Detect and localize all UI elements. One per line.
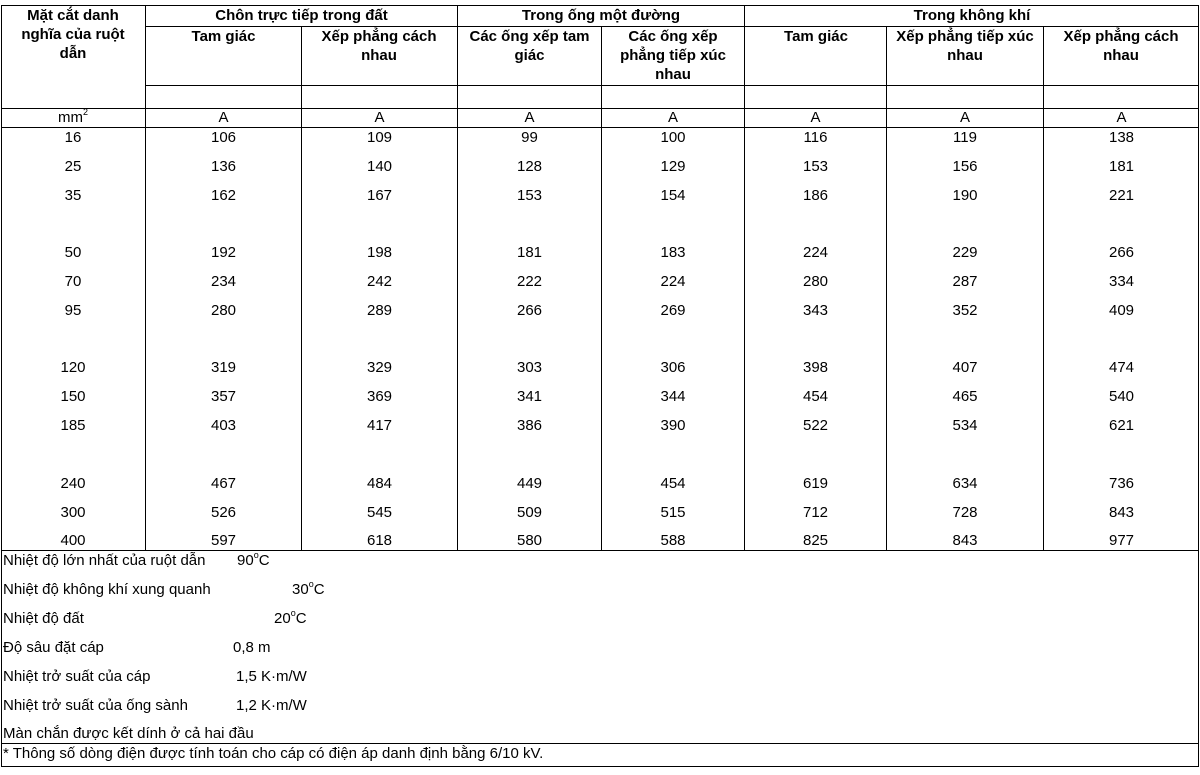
header-group-air: Trong không khí xyxy=(913,7,1031,24)
unit-col-7: A xyxy=(1116,109,1127,126)
current-cell: 234 xyxy=(210,273,237,290)
current-cell: 162 xyxy=(210,187,237,204)
current-cell: 153 xyxy=(802,158,829,175)
subheader-buried-flat-spaced: Xếp phẳng cách nhau xyxy=(321,28,437,64)
current-cell: 224 xyxy=(802,244,829,261)
note-ground-temp xyxy=(3,608,307,629)
current-cell: 224 xyxy=(660,273,686,290)
current-cell: 289 xyxy=(366,302,393,319)
unit-col-2: A xyxy=(374,109,385,126)
subheader-duct-trefoil: Các ống xếp tam giác xyxy=(469,28,590,64)
note-air-temp xyxy=(3,579,325,600)
unit-col-1: A xyxy=(218,109,229,126)
cross-section-cell: 150 xyxy=(60,388,86,405)
note-value: 30$^o$C xyxy=(292,579,325,598)
unit-col-4: A xyxy=(667,109,678,126)
current-cell: 183 xyxy=(660,244,686,261)
current-cell: 109 xyxy=(366,129,393,146)
current-cell: 352 xyxy=(952,302,978,319)
current-cell: 128 xyxy=(516,158,543,175)
cross-section-cell: 16 xyxy=(64,129,82,146)
note-value: 20$^o$C xyxy=(274,608,307,627)
current-cell: 266 xyxy=(1108,244,1135,261)
current-cell: 153 xyxy=(516,187,543,204)
note-label: Nhiệt độ lớn nhất của ruột dẫn xyxy=(3,552,206,569)
current-cell: 465 xyxy=(952,388,978,405)
current-cell: 407 xyxy=(952,359,978,376)
current-cell: 303 xyxy=(516,359,543,376)
current-cell: 619 xyxy=(802,475,829,492)
current-cell: 221 xyxy=(1108,187,1135,204)
current-cell: 545 xyxy=(366,504,393,521)
unit-mm2-exp: 2 xyxy=(82,107,88,117)
current-cell: 534 xyxy=(952,417,978,434)
current-cell: 343 xyxy=(802,302,829,319)
current-cell: 198 xyxy=(366,244,393,261)
current-cell: 190 xyxy=(952,187,978,204)
current-cell: 341 xyxy=(516,388,543,405)
current-cell: 403 xyxy=(210,417,237,434)
current-cell: 269 xyxy=(660,302,686,319)
current-cell: 540 xyxy=(1108,388,1135,405)
note-label: Nhiệt độ đất xyxy=(3,610,84,627)
current-cell: 119 xyxy=(953,129,977,146)
note-label: Độ sâu đặt cáp xyxy=(3,639,104,656)
subheader-air-flat-touching: Xếp phẳng tiếp xúc nhau xyxy=(896,28,1034,64)
note-duct-resistivity xyxy=(3,696,307,716)
unit-mm2 xyxy=(1,108,145,127)
current-cell: 306 xyxy=(660,359,686,376)
current-cell: 287 xyxy=(952,273,978,290)
note-label: Nhiệt trở suất của cáp xyxy=(3,668,151,685)
note-value: 1,5 K·m/W xyxy=(236,668,307,685)
note-cable-resistivity xyxy=(3,667,307,687)
current-cell: 181 xyxy=(1108,158,1135,175)
cross-section-cell: 240 xyxy=(60,475,86,492)
current-cell: 449 xyxy=(516,475,543,492)
current-cell: 580 xyxy=(516,532,543,549)
current-cell: 156 xyxy=(952,158,978,175)
current-cell: 242 xyxy=(366,273,393,290)
cross-section-cell: 50 xyxy=(64,244,82,261)
current-cell: 100 xyxy=(660,129,686,146)
note-label: Nhiệt độ không khí xung quanh xyxy=(3,581,211,598)
current-cell: 369 xyxy=(366,388,393,405)
current-cell: 280 xyxy=(210,302,237,319)
current-cell: 192 xyxy=(210,244,237,261)
current-cell: 186 xyxy=(802,187,829,204)
footnote: * Thông số dòng điện được tính toán cho cáp có điện áp danh định bằng 6/10 kV. xyxy=(3,745,544,762)
unit-col-3: A xyxy=(524,109,535,126)
current-cell: 474 xyxy=(1108,359,1135,376)
current-cell: 621 xyxy=(1108,417,1135,434)
current-cell: 386 xyxy=(516,417,543,434)
current-cell: 106 xyxy=(210,129,237,146)
current-cell: 409 xyxy=(1108,302,1135,319)
current-cell: 526 xyxy=(210,504,237,521)
unit-col-5: A xyxy=(810,109,821,126)
current-cell: 181 xyxy=(516,244,543,261)
current-cell: 618 xyxy=(366,532,393,549)
current-cell: 736 xyxy=(1108,475,1135,492)
current-cell: 515 xyxy=(660,504,686,521)
note-label: Nhiệt trở suất của ống sành xyxy=(3,697,188,714)
current-cell: 417 xyxy=(366,417,393,434)
current-cell: 319 xyxy=(210,359,237,376)
current-cell: 825 xyxy=(802,532,829,549)
current-cell: 229 xyxy=(952,244,978,261)
current-cell: 344 xyxy=(660,388,686,405)
cross-section-cell: 185 xyxy=(60,417,86,434)
note-value: 90$^o$C xyxy=(237,550,270,569)
current-cell: 329 xyxy=(366,359,393,376)
cross-section-cell: 400 xyxy=(60,532,86,549)
current-cell: 266 xyxy=(516,302,543,319)
current-cell: 509 xyxy=(516,504,543,521)
current-cell: 357 xyxy=(210,388,237,405)
unit-col-6: A xyxy=(959,109,970,126)
current-cell: 454 xyxy=(660,475,686,492)
unit-mm2-base: mm xyxy=(57,109,83,126)
current-cell: 977 xyxy=(1108,532,1135,549)
note-conductor-temp xyxy=(3,550,270,571)
current-cell: 712 xyxy=(802,504,829,521)
current-cell: 136 xyxy=(210,158,237,175)
header-group-buried: Chôn trực tiếp trong đất xyxy=(215,7,388,24)
current-cell: 334 xyxy=(1108,273,1135,290)
note-value: 0,8 m xyxy=(233,639,271,656)
header-group-duct: Trong ống một đường xyxy=(521,7,681,24)
subheader-air-flat-spaced: Xếp phẳng cách nhau xyxy=(1063,28,1179,64)
current-cell: 99 xyxy=(521,129,538,146)
current-cell: 634 xyxy=(952,475,978,492)
current-cell: 138 xyxy=(1108,129,1135,146)
subheader-duct-flat-touching: Các ống xếp phẳng tiếp xúc nhau xyxy=(620,28,726,83)
current-cell: 454 xyxy=(802,388,829,405)
cross-section-cell: 35 xyxy=(64,187,82,204)
note-label: Màn chắn được kết dính ở cả hai đầu xyxy=(3,725,254,742)
current-cell: 129 xyxy=(660,158,686,175)
subheader-buried-trefoil: Tam giác xyxy=(191,28,256,45)
current-cell: 728 xyxy=(952,504,978,521)
current-cell: 140 xyxy=(366,158,393,175)
current-cell: 222 xyxy=(516,273,543,290)
current-cell: 467 xyxy=(210,475,237,492)
cross-section-cell: 70 xyxy=(64,273,82,290)
note-value: 1,2 K·m/W xyxy=(236,697,307,714)
current-cell: 522 xyxy=(802,417,829,434)
current-cell: 167 xyxy=(366,187,393,204)
current-cell: 154 xyxy=(660,187,686,204)
current-cell: 843 xyxy=(1108,504,1135,521)
subheader-air-trefoil: Tam giác xyxy=(784,28,848,45)
current-cell: 843 xyxy=(952,532,978,549)
note-depth xyxy=(3,638,271,658)
cross-section-cell: 25 xyxy=(64,158,82,175)
current-cell: 280 xyxy=(802,273,829,290)
current-cell: 398 xyxy=(802,359,829,376)
current-cell: 588 xyxy=(660,532,686,549)
cross-section-cell: 95 xyxy=(64,302,82,319)
current-cell: 390 xyxy=(660,417,686,434)
rule-subheader-bottom xyxy=(146,85,1199,86)
current-cell: 484 xyxy=(366,475,393,492)
header-cross-section: Mặt cắt danh nghĩa của ruột dẫn xyxy=(21,7,125,62)
cross-section-cell: 120 xyxy=(60,359,86,376)
current-cell: 597 xyxy=(210,532,237,549)
current-cell: 116 xyxy=(803,129,828,146)
note-screen-bonding xyxy=(3,724,254,744)
cross-section-cell: 300 xyxy=(60,504,86,521)
